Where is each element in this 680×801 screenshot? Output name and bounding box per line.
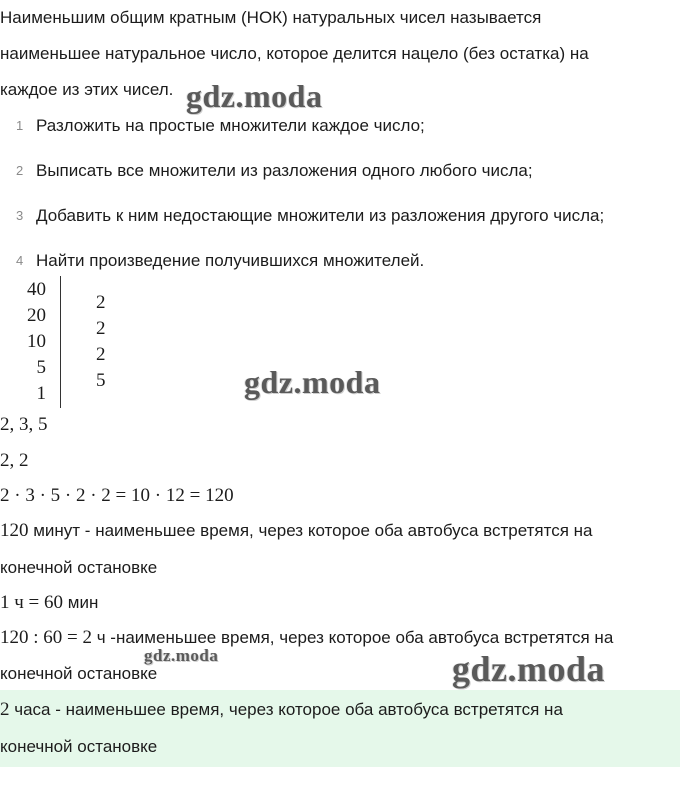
factors-a: 2, 3, 5 <box>0 414 48 435</box>
answer-value: 2 <box>0 699 10 720</box>
division-line-2: конечной остановке <box>0 664 158 683</box>
division-line <box>0 627 613 649</box>
factors-b: 2, 2 <box>0 450 29 471</box>
answer-line-2: конечной остановке <box>0 737 158 756</box>
factor-prime: 2 <box>96 344 106 365</box>
step-number: 4 <box>16 253 24 268</box>
answer-text: часа - наименьшее время, через которое оба автобуса встретятся на <box>9 700 563 719</box>
step-number: 3 <box>16 208 24 223</box>
division-text: ч -наименьшее время, через которое оба автобуса встретятся на <box>92 628 614 647</box>
definition-line-3: каждое из этих чисел. <box>0 80 174 99</box>
factor-prime: 2 <box>96 292 106 313</box>
step-number: 1 <box>16 118 24 133</box>
hour-unit: мин <box>63 593 99 612</box>
step-text: Найти произведение получившихся множителей. <box>36 251 425 270</box>
step-text: Разложить на простые множители каждое число; <box>36 116 425 135</box>
factor-dividend: 1 <box>36 383 46 404</box>
factor-prime: 5 <box>96 370 106 391</box>
answer-box <box>0 690 680 767</box>
hour-line <box>0 592 98 614</box>
factor-dividend: 10 <box>27 331 46 352</box>
division-formula: 120 : 60 = 2 <box>0 627 92 648</box>
factorization-left-column <box>0 279 46 409</box>
watermark-logo: gdz.moda <box>452 649 606 689</box>
watermark-logo: gdz.moda <box>186 78 323 114</box>
factor-dividend: 5 <box>36 357 46 378</box>
product-formula: 2 · 3 · 5 · 2 · 2 = 10 · 12 = 120 <box>0 485 234 506</box>
factor-prime: 2 <box>96 318 106 339</box>
minutes-line <box>0 520 593 542</box>
watermark-logo: gdz.moda <box>144 646 219 665</box>
factor-dividend: 20 <box>27 305 46 326</box>
hour-formula: 1 ч = 60 <box>0 592 64 613</box>
minutes-value: 120 <box>0 520 29 541</box>
factorization-divider <box>60 276 61 408</box>
minutes-line-2: конечной остановке <box>0 558 158 577</box>
step-text: Добавить к ним недостающие множители из разложения другого числа; <box>36 206 605 225</box>
factor-dividend: 40 <box>27 279 46 300</box>
step-number: 2 <box>16 163 24 178</box>
watermark-logo: gdz.moda <box>244 364 381 400</box>
minutes-text: минут - наименьшее время, через которое оба автобуса встретятся на <box>28 521 593 540</box>
factorization-right-column <box>96 292 116 402</box>
definition-line-2: наименьшее натуральное число, которое делится нацело (без остатка) на <box>0 44 589 63</box>
step-text: Выписать все множители из разложения одного любого числа; <box>36 161 533 180</box>
answer-line <box>0 699 563 721</box>
definition-line-1: Наименьшим общим кратным (НОК) натуральных чисел называется <box>0 8 542 27</box>
